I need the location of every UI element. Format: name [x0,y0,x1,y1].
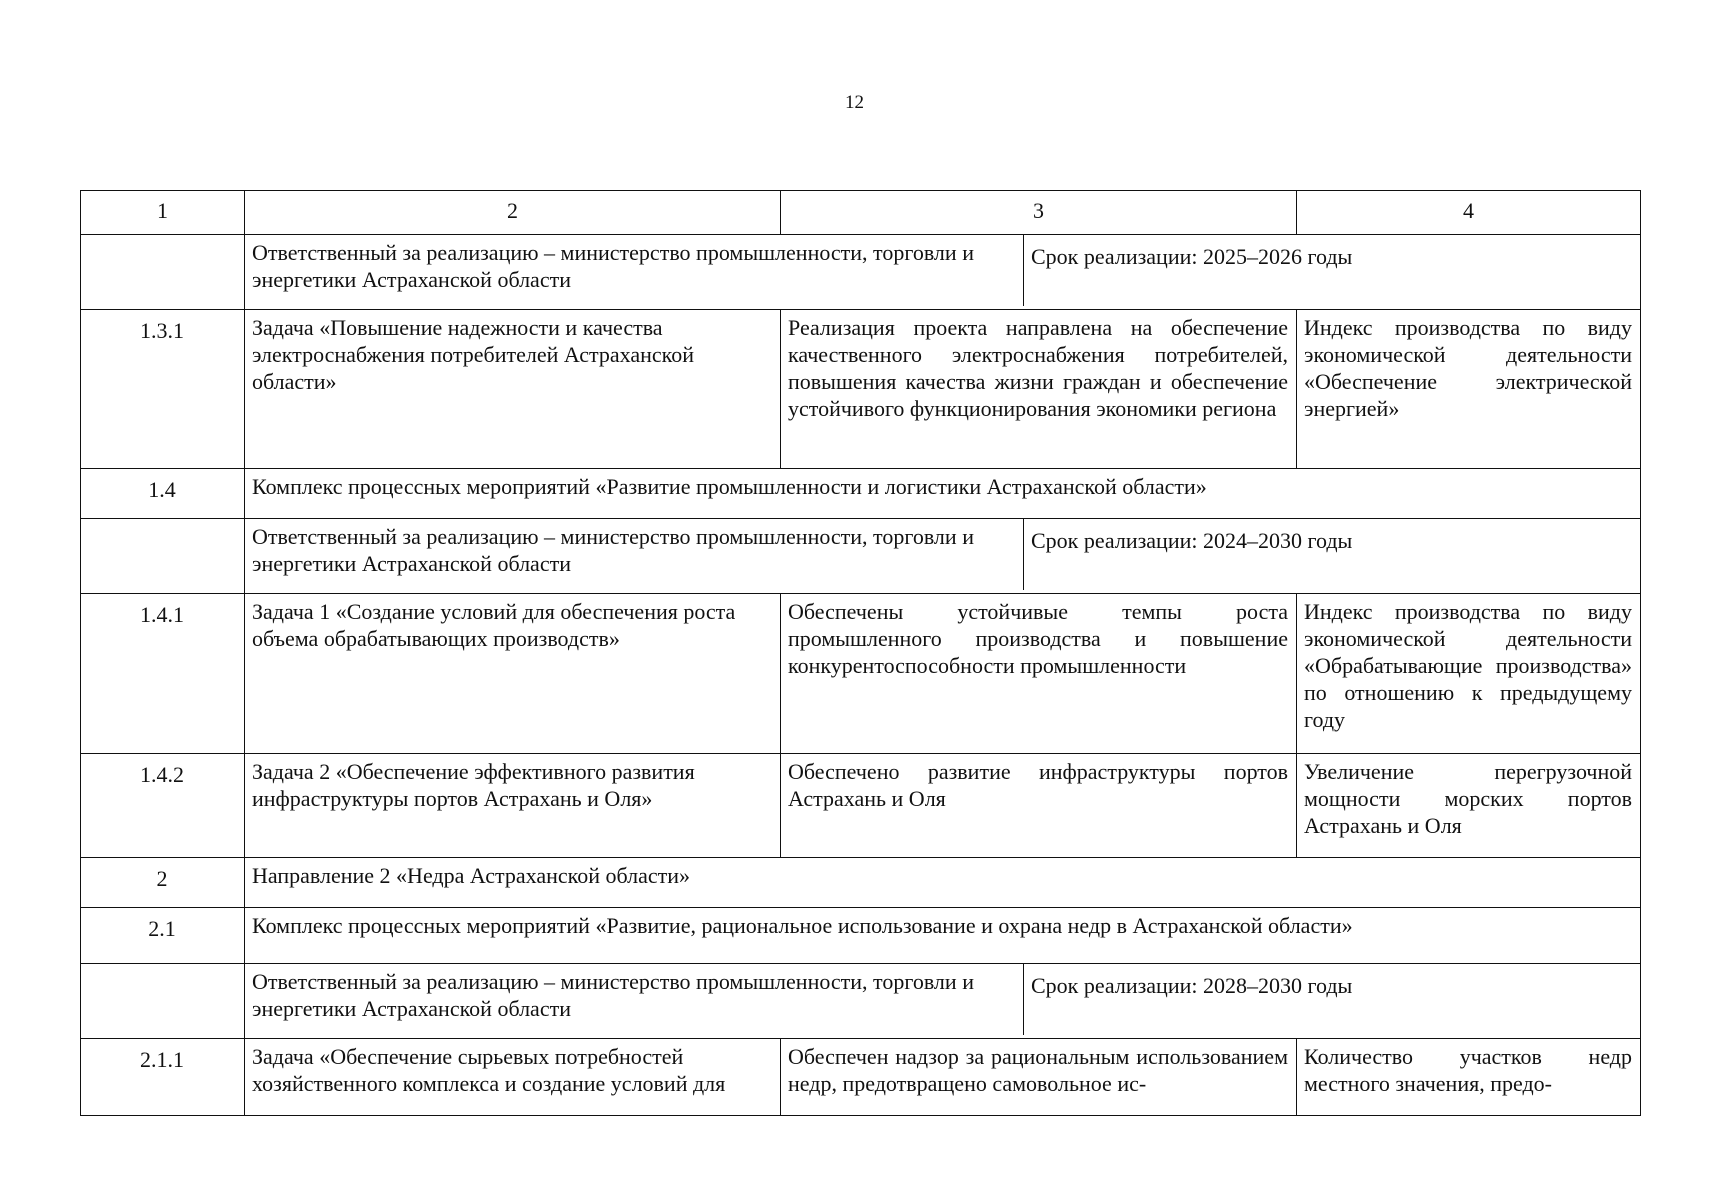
table-row-task [81,594,1641,754]
section-title-cell: Комплекс процессных мероприятий «Развитие промышленности и логистики Астраханской области» [245,469,1641,519]
effect-cell: Обеспечено развитие инфраструктуры портов Астрахань и Оля [781,754,1297,858]
effect-cell: Обеспечен надзор за рациональным использованием недр, предотвращено самовольное ис- [781,1039,1297,1116]
row-number: 2.1.1 [81,1039,245,1116]
indicator-cell: Индекс производства по виду экономической деятельности «Обеспечение электрической энергией» [1297,310,1641,469]
indicator-cell: Количество участков недр местного значения, предо- [1297,1039,1641,1116]
responsible-cell [245,235,1641,310]
table-row-responsible [81,964,1641,1039]
table-row-task [81,754,1641,858]
task-cell: Задача «Обеспечение сырьевых потребностей хозяйственного комплекса и создание условий для [245,1039,781,1116]
row-number: 1.4 [81,469,245,519]
indicator-cell: Индекс производства по виду экономической деятельности «Обрабатывающие производства» по отношению к предыдущему году [1297,594,1641,754]
indicator-cell: Увеличение перегрузочной мощности морских портов Астрахань и Оля [1297,754,1641,858]
row-number [81,235,245,310]
term-text: Срок реализации: 2028–2030 годы [1031,973,1353,998]
row-number: 2.1 [81,908,245,964]
row-number: 2 [81,858,245,908]
table-row-section [81,469,1641,519]
column-number-3: 3 [781,191,1297,235]
responsible-text: Ответственный за реализацию – министерство промышленности, торговли и энергетики Астраханской области [245,235,1024,306]
effect-cell: Обеспечены устойчивые темпы роста промышленного производства и повышение конкурентоспособности промышленности [781,594,1297,754]
responsible-cell [245,519,1641,594]
table-row-task [81,1039,1641,1116]
task-cell: Задача 1 «Создание условий для обеспечения роста объема обрабатывающих производств» [245,594,781,754]
responsible-text: Ответственный за реализацию – министерство промышленности, торговли и энергетики Астраханской области [245,964,1024,1035]
column-number-4: 4 [1297,191,1641,235]
row-number: 1.3.1 [81,310,245,469]
column-number-1: 1 [81,191,245,235]
task-cell: Задача 2 «Обеспечение эффективного развития инфраструктуры портов Астрахань и Оля» [245,754,781,858]
task-cell: Задача «Повышение надежности и качества электроснабжения потребителей Астраханской области» [245,310,781,469]
section-title-cell: Комплекс процессных мероприятий «Развитие, рациональное использование и охрана недр в Астраханской области» [245,908,1641,964]
responsible-text: Ответственный за реализацию – министерство промышленности, торговли и энергетики Астраханской области [245,519,1024,590]
term-text: Срок реализации: 2025–2026 годы [1031,244,1353,269]
table-header-row [81,191,1641,235]
term-text: Срок реализации: 2024–2030 годы [1031,528,1353,553]
table-row-section [81,858,1641,908]
row-number: 1.4.1 [81,594,245,754]
page-number: 12 [845,92,864,113]
section-title-cell: Направление 2 «Недра Астраханской области» [245,858,1641,908]
table-row-task [81,310,1641,469]
row-number [81,519,245,594]
column-number-2: 2 [245,191,781,235]
table-row-responsible [81,519,1641,594]
responsible-cell [245,964,1641,1039]
row-number [81,964,245,1039]
measures-table [80,190,1641,1116]
row-number: 1.4.2 [81,754,245,858]
table-row-responsible [81,235,1641,310]
table-row-section [81,908,1641,964]
effect-cell: Реализация проекта направлена на обеспечение качественного электроснабжения потребителей, повышения качества жизни граждан и обеспечение устойчивого функционирования экономики региона [781,310,1297,469]
